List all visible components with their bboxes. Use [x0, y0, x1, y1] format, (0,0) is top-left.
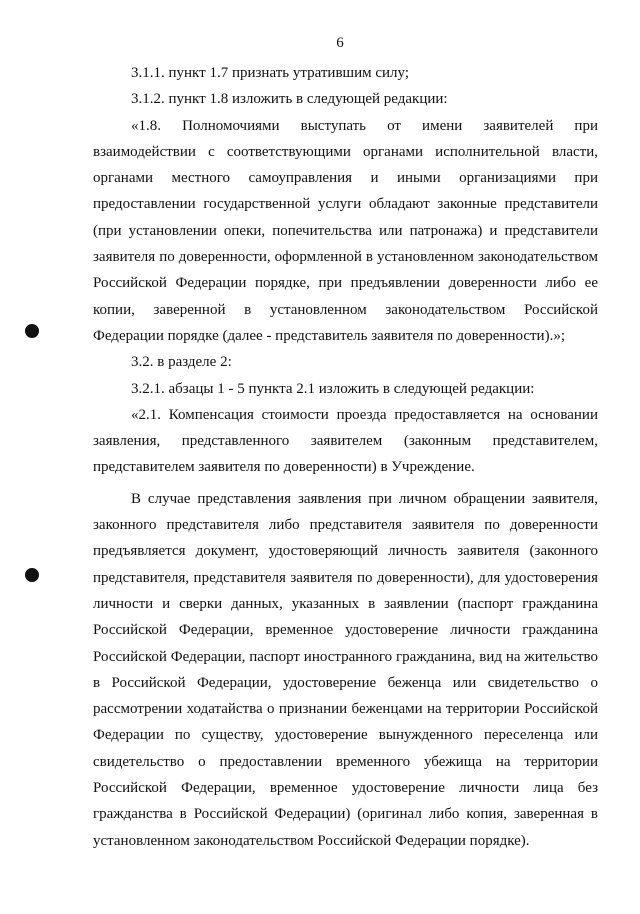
punch-hole-top — [25, 324, 39, 338]
paragraph-3-1-2: 3.1.2. пункт 1.8 изложить в следующей редакции: — [131, 91, 448, 108]
paragraph-1-8: «1.8. Полномочиями выступать от имени заявителей при взаимодействии с соответствующими органами исполнительной власти, органами местного самоуправления и иными организациями при предоставлении государственной услуги обладают законные представители (при установлении опеки, попечительства или патронажа) и представители заявителя по доверенности, оформленной в установленном законодательством Российской Федерации порядке, при предъявлении доверенности либо ее копии, заверенной в установленном законодательством Российской Федерации порядке (далее - представитель заявителя по доверенности).»; — [93, 117, 598, 344]
paragraph-3-1-1: 3.1.1. пункт 1.7 признать утратившим силу; — [131, 65, 410, 81]
paragraph-3-2-1: 3.2.1. абзацы 1 - 5 пункта 2.1 изложить в следующей редакции: — [131, 380, 535, 397]
page-number: 6 — [336, 35, 344, 51]
paragraph-personal-appeal: В случае представления заявления при личном обращении заявителя, законного представителя либо представителя заявителя по доверенности предъявляется документ, удостоверяющий личность заявителя (законного представителя, представителя заявителя по доверенности), для удостоверения личности и сверки данных, указанных в заявлении (паспорт гражданина Российской Федерации, временное удостоверение личности гражданина Российской Федерации, паспорт иностранного гражданина, вид на жительство в Российской Федерации, удостоверение беженца или свидетельство о рассмотрении ходатайства о признании беженцами на территории Российской Федерации по существу, удостоверение вынужденного переселенца или свидетельство о предоставлении временного убежища на территории Российской Федерации, временное удостоверение личности лица без гражданства в Российской Федерации) (оригинал либо копия, заверенная в установленном законодательством Российской Федерации порядке). — [93, 490, 598, 849]
punch-hole-bottom — [25, 568, 39, 582]
document-body — [93, 60, 598, 854]
paragraph-2-1: «2.1. Компенсация стоимости проезда предоставляется на основании заявления, представленного заявителем (законным представителем, представителем заявителя по доверенности) в Учреждение. — [93, 406, 598, 476]
paragraph-3-2: 3.2. в разделе 2: — [131, 354, 232, 371]
